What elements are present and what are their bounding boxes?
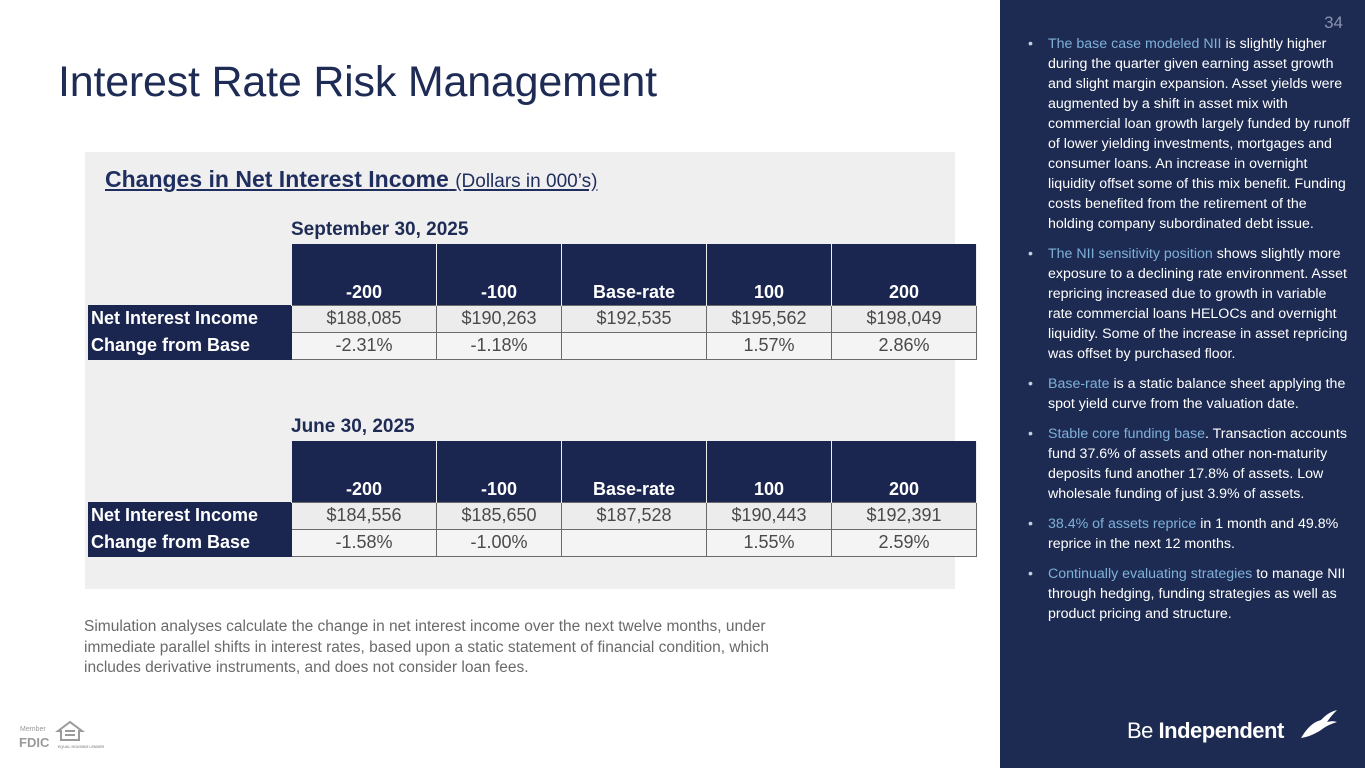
table-cell: $185,650 xyxy=(437,502,562,529)
table-header-row xyxy=(89,441,977,502)
list-item xyxy=(1028,34,1354,234)
sidebar xyxy=(1000,0,1365,768)
fdic-member-text: Member xyxy=(20,726,46,733)
table-cell: $192,391 xyxy=(832,502,977,529)
bullet-list xyxy=(1028,34,1354,634)
list-item xyxy=(1028,244,1354,364)
row-label: Change from Base xyxy=(89,529,292,556)
row-label: Change from Base xyxy=(89,332,292,359)
table-cell: 2.59% xyxy=(832,529,977,556)
table-cell: -1.00% xyxy=(437,529,562,556)
equal-housing-text: EQUAL HOUSING LENDER xyxy=(58,745,105,749)
bullet-highlight: Base-rate xyxy=(1048,376,1110,392)
rate-table-jun xyxy=(88,441,977,557)
brand-text-light: Be xyxy=(1127,718,1159,743)
col-header: 200 xyxy=(832,244,977,305)
list-item xyxy=(1028,514,1354,554)
table-header-row xyxy=(89,244,977,305)
table-cell: 1.57% xyxy=(707,332,832,359)
bullet-highlight: Continually evaluating strategies xyxy=(1048,566,1253,582)
bullet-text: is slightly higher during the quarter given earning asset growth and slight margin expansion. Asset yields were augmented by a shift in asset mix with commercial loan growth largely funded by runoff of lower yielding investments, mortgages and consumer loans. An increase in overnight liquidity offset some of this mix benefit. Funding costs benefited from the retirement of the holding company subordinated debt issue. xyxy=(1048,36,1350,232)
house-icon xyxy=(58,722,82,740)
table-cell: -1.18% xyxy=(437,332,562,359)
table-cell: $190,443 xyxy=(707,502,832,529)
panel-heading-text: Changes in Net Interest Income xyxy=(105,166,449,192)
panel-heading-unit: (Dollars in 000’s) xyxy=(455,171,598,192)
fdic-logo xyxy=(18,720,105,752)
col-header: -100 xyxy=(437,244,562,305)
brand-text xyxy=(1127,718,1284,744)
eagle-icon xyxy=(1299,708,1339,740)
brand-text-bold: Independent xyxy=(1158,718,1284,743)
brand-logo xyxy=(1127,708,1342,748)
table-cell: $198,049 xyxy=(832,305,977,332)
list-item xyxy=(1028,374,1354,414)
list-item xyxy=(1028,564,1354,624)
bullet-text: is a static balance sheet applying the spot yield curve from the valuation date. xyxy=(1048,376,1346,412)
table-cell: $187,528 xyxy=(562,502,707,529)
table-cell xyxy=(562,332,707,359)
table-cell: $192,535 xyxy=(562,305,707,332)
col-header: -200 xyxy=(292,441,437,502)
col-header: Base-rate xyxy=(562,441,707,502)
row-label: Net Interest Income xyxy=(89,502,292,529)
col-header: 100 xyxy=(707,244,832,305)
nii-panel xyxy=(85,152,955,589)
table-cell: -2.31% xyxy=(292,332,437,359)
page-number: 34 xyxy=(1324,13,1343,32)
table-row xyxy=(89,502,977,529)
table-row xyxy=(89,305,977,332)
fdic-text: FDIC xyxy=(19,735,50,750)
section-date-jun: June 30, 2025 xyxy=(291,416,415,437)
rate-table-sep xyxy=(88,244,977,360)
table-row xyxy=(89,332,977,359)
header-blank xyxy=(89,244,292,305)
table-cell: $188,085 xyxy=(292,305,437,332)
bullet-highlight: Stable core funding base xyxy=(1048,426,1205,442)
col-header: 200 xyxy=(832,441,977,502)
table-cell xyxy=(562,529,707,556)
col-header: -200 xyxy=(292,244,437,305)
table-cell: -1.58% xyxy=(292,529,437,556)
table-cell: 2.86% xyxy=(832,332,977,359)
bullet-text: shows slightly more exposure to a declining rate environment. Asset repricing increased due to growth in variable rate commercial loans HELOCs and overnight liquidity. Some of the increase in asset repricing was offset by purchased floor. xyxy=(1048,246,1348,362)
table-row xyxy=(89,529,977,556)
bullet-highlight: The NII sensitivity position xyxy=(1048,246,1213,262)
bullet-text: . Transaction accounts fund 37.6% of assets and other non-maturity deposits fund another 17.8% of assets. Low wholesale funding of just 3.9% of assets. xyxy=(1048,426,1347,502)
panel-heading xyxy=(105,166,597,193)
table-cell: $184,556 xyxy=(292,502,437,529)
col-header: Base-rate xyxy=(562,244,707,305)
page-title: Interest Rate Risk Management xyxy=(58,58,657,106)
table-cell: 1.55% xyxy=(707,529,832,556)
list-item xyxy=(1028,424,1354,504)
col-header: -100 xyxy=(437,441,562,502)
section-date-sep: September 30, 2025 xyxy=(291,219,469,240)
simulation-note: Simulation analyses calculate the change in net interest income over the next twelve months, under immediate parallel shifts in interest rates, based upon a static statement of financial condition, which includes derivative instruments, and does not consider loan fees. xyxy=(84,618,769,676)
bullet-text: in 1 month and 49.8% reprice in the next 12 months. xyxy=(1048,516,1339,552)
bullet-text: to manage NII through hedging, funding strategies as well as product pricing and structure. xyxy=(1048,566,1346,622)
bullet-highlight: The base case modeled NII xyxy=(1048,36,1222,52)
table-cell: $195,562 xyxy=(707,305,832,332)
row-label: Net Interest Income xyxy=(89,305,292,332)
header-blank xyxy=(89,441,292,502)
table-cell: $190,263 xyxy=(437,305,562,332)
col-header: 100 xyxy=(707,441,832,502)
bullet-highlight: 38.4% of assets reprice xyxy=(1048,516,1197,532)
